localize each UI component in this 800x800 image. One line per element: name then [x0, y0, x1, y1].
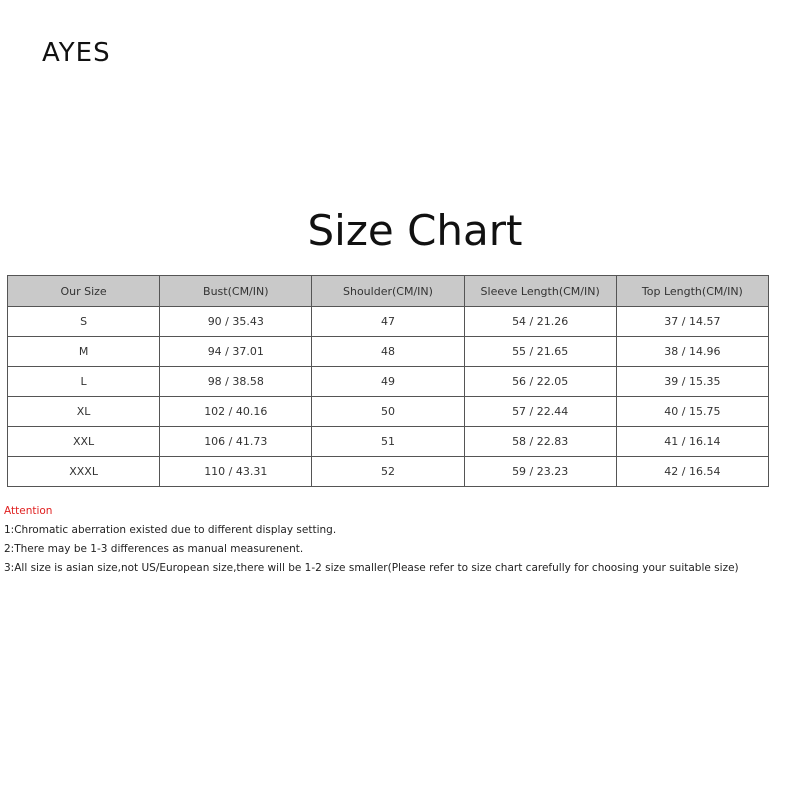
table-row — [8, 337, 769, 367]
cell-bust: 94 / 37.01 — [160, 337, 312, 367]
cell-sleeve-length: 54 / 21.26 — [464, 307, 616, 337]
cell-top-length: 39 / 15.35 — [616, 367, 768, 397]
cell-size: XXXL — [8, 457, 160, 487]
table-row — [8, 457, 769, 487]
table-header-row — [8, 276, 769, 307]
table-row — [8, 307, 769, 337]
cell-sleeve-length: 57 / 22.44 — [464, 397, 616, 427]
column-header-bust: Bust(CM/IN) — [160, 276, 312, 307]
brand-logo-text: AYES — [42, 38, 111, 68]
cell-shoulder: 51 — [312, 427, 464, 457]
column-header-top-length: Top Length(CM/IN) — [616, 276, 768, 307]
cell-sleeve-length: 55 / 21.65 — [464, 337, 616, 367]
notes-section — [4, 505, 794, 581]
cell-bust: 90 / 35.43 — [160, 307, 312, 337]
cell-shoulder: 48 — [312, 337, 464, 367]
column-header-sleeve-length: Sleeve Length(CM/IN) — [464, 276, 616, 307]
cell-bust: 106 / 41.73 — [160, 427, 312, 457]
cell-size: M — [8, 337, 160, 367]
attention-label: Attention — [4, 505, 53, 517]
cell-size: S — [8, 307, 160, 337]
table-row — [8, 427, 769, 457]
cell-bust: 98 / 38.58 — [160, 367, 312, 397]
cell-shoulder: 49 — [312, 367, 464, 397]
cell-sleeve-length: 56 / 22.05 — [464, 367, 616, 397]
cell-shoulder: 47 — [312, 307, 464, 337]
page-title: Size Chart — [307, 206, 523, 255]
cell-top-length: 37 / 14.57 — [616, 307, 768, 337]
cell-sleeve-length: 59 / 23.23 — [464, 457, 616, 487]
column-header-shoulder: Shoulder(CM/IN) — [312, 276, 464, 307]
size-chart-table — [7, 275, 769, 487]
cell-top-length: 41 / 16.14 — [616, 427, 768, 457]
note-item: 3:All size is asian size,not US/European size,there will be 1-2 size smaller(Please refer to size chart carefully for choosing your suitable size) — [4, 562, 739, 574]
cell-size: XXL — [8, 427, 160, 457]
cell-shoulder: 50 — [312, 397, 464, 427]
cell-size: L — [8, 367, 160, 397]
column-header-size: Our Size — [8, 276, 160, 307]
cell-top-length: 38 / 14.96 — [616, 337, 768, 367]
table-row — [8, 397, 769, 427]
cell-size: XL — [8, 397, 160, 427]
cell-bust: 110 / 43.31 — [160, 457, 312, 487]
note-item: 2:There may be 1-3 differences as manual measurenent. — [4, 543, 304, 555]
cell-top-length: 42 / 16.54 — [616, 457, 768, 487]
table-row — [8, 367, 769, 397]
cell-shoulder: 52 — [312, 457, 464, 487]
note-item: 1:Chromatic aberration existed due to different display setting. — [4, 524, 337, 536]
cell-bust: 102 / 40.16 — [160, 397, 312, 427]
cell-top-length: 40 / 15.75 — [616, 397, 768, 427]
cell-sleeve-length: 58 / 22.83 — [464, 427, 616, 457]
